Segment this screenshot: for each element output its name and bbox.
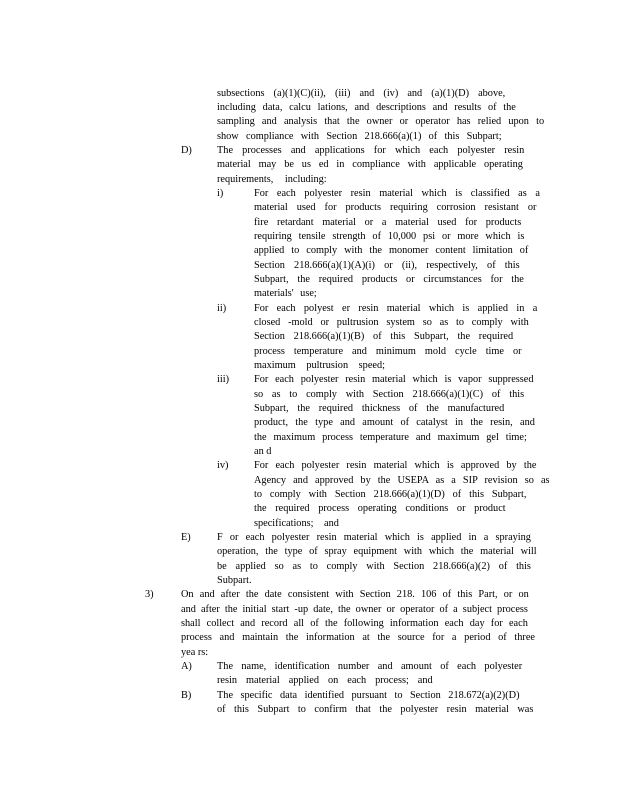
item-label-3: 3) <box>145 589 154 600</box>
text-line: sampling and analysis that the owner or operator has relied upon to <box>217 116 545 127</box>
text-line: The processes and applications for which each polyester resin <box>217 145 525 156</box>
text-line: and after the initial start -up date, the owner or operator of a subject process <box>181 604 528 615</box>
text-line: the required process operating conditions or product <box>254 503 506 514</box>
text-line: yea rs: <box>181 647 209 658</box>
text-line: fire retardant material or a material used for products <box>254 217 522 228</box>
text-line: process and maintain the information at the source for a period of three <box>181 632 535 643</box>
subitem-label-iv: iv) <box>217 460 229 471</box>
text-line: operation, the type of spray equipment with which the material will <box>217 546 537 557</box>
subitem-label-ii: ii) <box>217 303 227 314</box>
text-line: The specific data identified pursuant to Section 218.672(a)(2)(D) <box>217 690 520 701</box>
item-label-e: E) <box>181 532 191 543</box>
item-label-d: D) <box>181 145 192 156</box>
text-line: For each polyester resin material which is vapor suppressed <box>254 374 534 385</box>
text-line: Subpart, the required thickness of the manufactured <box>254 403 505 414</box>
text-line: be applied so as to comply with Section 218.666(a)(2) of this <box>217 561 531 572</box>
text-line: shall collect and record all of the following information each day for each <box>181 618 528 629</box>
text-line: applied to comply with the monomer content limitation of <box>254 245 529 256</box>
text-line: For each polyester resin material which is approved by the <box>254 460 537 471</box>
text-line: The name, identification number and amount of each polyester <box>217 661 523 672</box>
subitem-label-b: B) <box>181 690 192 701</box>
text-line: to comply with Section 218.666(a)(1)(D) of this Subpart, <box>254 489 527 500</box>
text-line: Subpart, the required products or circumstances for the <box>254 274 524 285</box>
subitem-label-a: A) <box>181 661 192 672</box>
text-line: Agency and approved by the USEPA as a SIP revision so as <box>254 475 550 486</box>
text-line: For each polyester resin material which is classified as a <box>254 188 540 199</box>
text-line: process temperature and minimum mold cycle time or <box>254 346 522 357</box>
subitem-label-i: i) <box>217 188 224 199</box>
text-line: materials' use; <box>254 288 317 299</box>
text-line: of this Subpart to confirm that the polyester resin material was <box>217 704 534 715</box>
text-line: requiring tensile strength of 10,000 psi or more which is <box>254 231 525 242</box>
text-line: requirements, including: <box>217 174 327 185</box>
text-line: Subpart. <box>217 575 252 586</box>
text-line: material may be us ed in compliance with applicable operating <box>217 159 523 170</box>
subitem-label-iii: iii) <box>217 374 230 385</box>
text-line: resin material applied on each process; and <box>217 675 433 686</box>
text-line: product, the type and amount of catalyst in the resin, and <box>254 417 535 428</box>
text-line: closed -mold or pultrusion system so as to comply with <box>254 317 529 328</box>
text-line: an d <box>254 446 272 457</box>
text-line: For each polyest er resin material which is applied in a <box>254 303 538 314</box>
text-line: specifications; and <box>254 518 339 529</box>
text-line: maximum pultrusion speed; <box>254 360 385 371</box>
text-line: including data, calcu lations, and descriptions and results of the <box>217 102 516 113</box>
text-line: Section 218.666(a)(1)(A)(i) or (ii), respectively, of this <box>254 260 520 271</box>
text-line: Section 218.666(a)(1)(B) of this Subpart, the required <box>254 331 514 342</box>
text-line: material used for products requiring corrosion resistant or <box>254 202 537 213</box>
text-line: the maximum process temperature and maximum gel time; <box>254 432 527 443</box>
text-line: On and after the date consistent with Section 218. 106 of this Part, or on <box>181 589 529 600</box>
text-line: show compliance with Section 218.666(a)(1) of this Subpart; <box>217 131 502 142</box>
text-line: so as to comply with Section 218.666(a)(1)(C) of this <box>254 389 525 400</box>
text-line: F or each polyester resin material which is applied in a spraying <box>217 532 531 543</box>
text-line: subsections (a)(1)(C)(ii), (iii) and (iv) and (a)(1)(D) above, <box>217 88 506 99</box>
